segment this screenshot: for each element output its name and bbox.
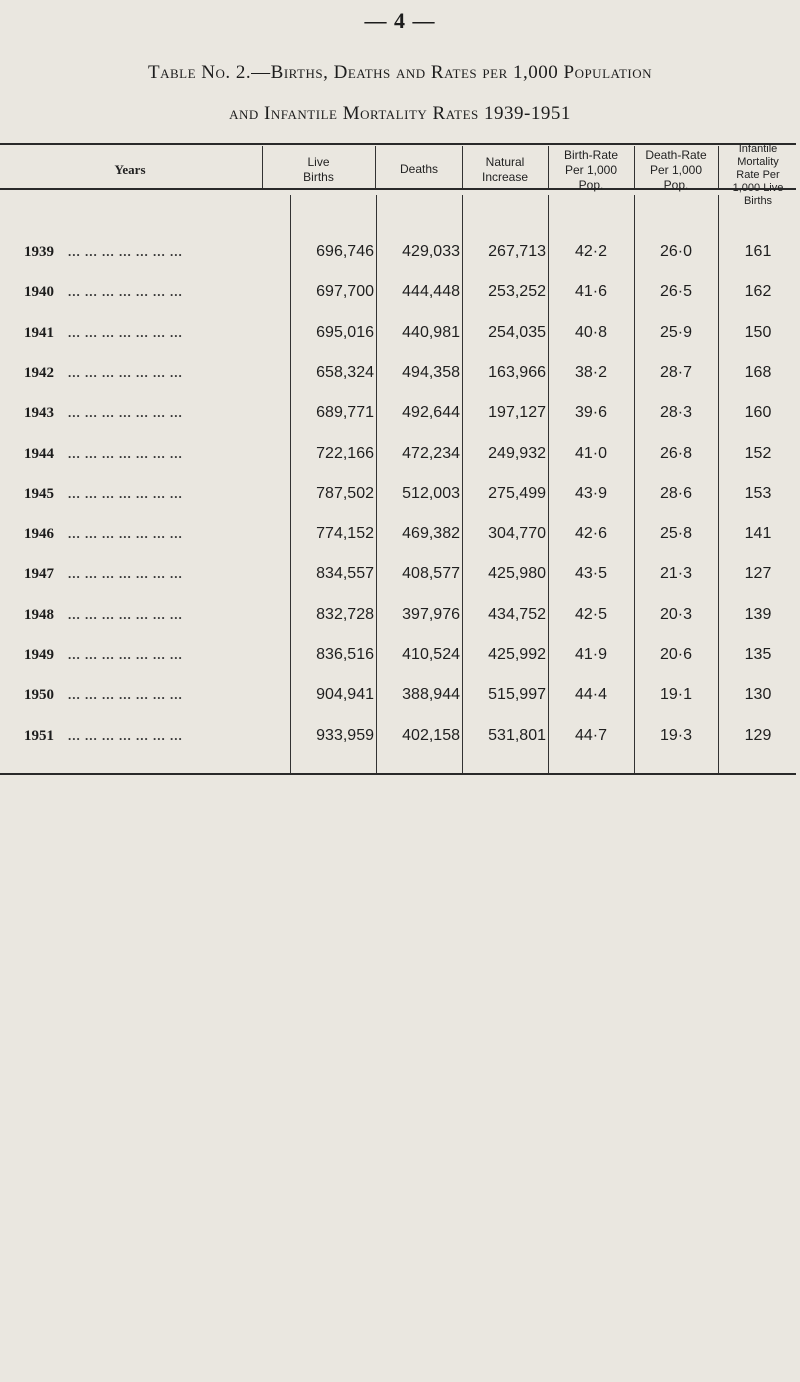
deaths-cell: 469,382 <box>402 525 460 542</box>
birth-rate-cell: 43·5 <box>574 565 608 582</box>
birth-rate-cell: 42·6 <box>574 525 608 542</box>
leader-dots: ... ... ... ... ... ... ... <box>68 687 183 702</box>
leader-dots: ... ... ... ... ... ... ... <box>68 607 183 622</box>
natural-increase-cell: 249,932 <box>488 445 546 462</box>
death-rate-cell: 19·1 <box>659 686 693 703</box>
birth-rate-cell: 42·5 <box>574 606 608 623</box>
natural-increase-cell: 304,770 <box>488 525 546 542</box>
leader-dots: ... ... ... ... ... ... ... <box>68 365 183 380</box>
death-rate-cell: 25·8 <box>659 525 693 542</box>
top-rule <box>0 143 796 145</box>
infantile-mortality-cell: 153 <box>744 485 772 502</box>
table-title-line-1: Table No. 2.—Births, Deaths and Rates per 1,000 Population <box>147 62 653 83</box>
death-rate-cell: 20·3 <box>659 606 693 623</box>
page-number: — 4 — <box>364 8 436 33</box>
leader-dots: ... ... ... ... ... ... ... <box>68 526 183 541</box>
leader-dots: ... ... ... ... ... ... ... <box>68 244 183 259</box>
header-live-births: Live Births <box>303 155 334 184</box>
bottom-rule <box>0 773 796 775</box>
year-cell: 1945 <box>24 486 54 502</box>
leader-dots: ... ... ... ... ... ... ... <box>68 647 183 662</box>
live-births-cell: 689,771 <box>316 404 374 421</box>
leader-dots: ... ... ... ... ... ... ... <box>68 405 183 420</box>
live-births-cell: 695,016 <box>316 324 374 341</box>
deaths-cell: 494,358 <box>402 364 460 381</box>
table-row <box>0 321 796 345</box>
natural-increase-cell: 425,980 <box>488 565 546 582</box>
infantile-mortality-cell: 160 <box>744 404 772 421</box>
table-row <box>0 643 796 667</box>
deaths-cell: 408,577 <box>402 565 460 582</box>
year-cell: 1944 <box>24 446 54 462</box>
deaths-cell: 512,003 <box>402 485 460 502</box>
table-title-line-2: and Infantile Mortality Rates 1939-1951 <box>229 103 571 124</box>
death-rate-cell: 25·9 <box>659 324 693 341</box>
live-births-cell: 834,557 <box>316 565 374 582</box>
birth-rate-cell: 41·6 <box>574 283 608 300</box>
leader-dots: ... ... ... ... ... ... ... <box>68 325 183 340</box>
birth-rate-cell: 44·4 <box>574 686 608 703</box>
table-row <box>0 724 796 748</box>
table-row <box>0 401 796 425</box>
natural-increase-cell: 163,966 <box>488 364 546 381</box>
year-cell: 1940 <box>24 284 54 300</box>
death-rate-cell: 26·0 <box>659 243 693 260</box>
infantile-mortality-cell: 150 <box>744 324 772 341</box>
table-row <box>0 603 796 627</box>
death-rate-cell: 26·5 <box>659 283 693 300</box>
live-births-cell: 836,516 <box>316 646 374 663</box>
infantile-mortality-cell: 161 <box>744 243 772 260</box>
death-rate-cell: 21·3 <box>659 565 693 582</box>
natural-increase-cell: 197,127 <box>488 404 546 421</box>
table-row <box>0 442 796 466</box>
deaths-cell: 472,234 <box>402 445 460 462</box>
year-cell: 1939 <box>24 244 54 260</box>
natural-increase-cell: 275,499 <box>488 485 546 502</box>
death-rate-cell: 26·8 <box>659 445 693 462</box>
deaths-cell: 397,976 <box>402 606 460 623</box>
deaths-cell: 492,644 <box>402 404 460 421</box>
table-row <box>0 562 796 586</box>
header-natural-increase: Natural Increase <box>481 155 529 184</box>
year-cell: 1946 <box>24 526 54 542</box>
year-cell: 1942 <box>24 365 54 381</box>
natural-increase-cell: 515,997 <box>488 686 546 703</box>
natural-increase-cell: 254,035 <box>488 324 546 341</box>
live-births-cell: 832,728 <box>316 606 374 623</box>
leader-dots: ... ... ... ... ... ... ... <box>68 284 183 299</box>
year-cell: 1941 <box>24 325 54 341</box>
table-row <box>0 522 796 546</box>
table-row <box>0 683 796 707</box>
birth-rate-cell: 43·9 <box>574 485 608 502</box>
leader-dots: ... ... ... ... ... ... ... <box>68 486 183 501</box>
natural-increase-cell: 253,252 <box>488 283 546 300</box>
death-rate-cell: 19·3 <box>659 727 693 744</box>
natural-increase-cell: 531,801 <box>488 727 546 744</box>
infantile-mortality-cell: 139 <box>744 606 772 623</box>
year-cell: 1948 <box>24 607 54 623</box>
infantile-mortality-cell: 162 <box>744 283 772 300</box>
year-cell: 1949 <box>24 647 54 663</box>
year-cell: 1943 <box>24 405 54 421</box>
birth-rate-cell: 41·9 <box>574 646 608 663</box>
table-row <box>0 361 796 385</box>
death-rate-cell: 28·7 <box>659 364 693 381</box>
natural-increase-cell: 267,713 <box>488 243 546 260</box>
death-rate-cell: 28·6 <box>659 485 693 502</box>
leader-dots: ... ... ... ... ... ... ... <box>68 728 183 743</box>
header-death-rate: Death-Rate Per 1,000 Pop. <box>645 148 707 192</box>
infantile-mortality-cell: 135 <box>744 646 772 663</box>
header-infantile-mortality: Infantile Mortality Rate Per 1,000 Live Births <box>732 143 784 207</box>
deaths-cell: 388,944 <box>402 686 460 703</box>
birth-rate-cell: 41·0 <box>574 445 608 462</box>
year-cell: 1947 <box>24 566 54 582</box>
infantile-mortality-cell: 168 <box>744 364 772 381</box>
birth-rate-cell: 42·2 <box>574 243 608 260</box>
year-cell: 1951 <box>24 728 54 744</box>
infantile-mortality-cell: 129 <box>744 727 772 744</box>
birth-rate-cell: 40·8 <box>574 324 608 341</box>
header-deaths: Deaths <box>399 162 439 176</box>
deaths-cell: 402,158 <box>402 727 460 744</box>
infantile-mortality-cell: 130 <box>744 686 772 703</box>
birth-rate-cell: 38·2 <box>574 364 608 381</box>
deaths-cell: 410,524 <box>402 646 460 663</box>
deaths-cell: 429,033 <box>402 243 460 260</box>
deaths-cell: 440,981 <box>402 324 460 341</box>
live-births-cell: 904,941 <box>316 686 374 703</box>
infantile-mortality-cell: 152 <box>744 445 772 462</box>
natural-increase-cell: 425,992 <box>488 646 546 663</box>
table-row <box>0 240 796 264</box>
live-births-cell: 722,166 <box>316 445 374 462</box>
natural-increase-cell: 434,752 <box>488 606 546 623</box>
birth-rate-cell: 39·6 <box>574 404 608 421</box>
leader-dots: ... ... ... ... ... ... ... <box>68 446 183 461</box>
live-births-cell: 658,324 <box>316 364 374 381</box>
birth-rate-cell: 44·7 <box>574 727 608 744</box>
live-births-cell: 933,959 <box>316 727 374 744</box>
year-cell: 1950 <box>24 687 54 703</box>
header-years: Years <box>114 162 146 177</box>
table-row <box>0 482 796 506</box>
infantile-mortality-cell: 141 <box>744 525 772 542</box>
live-births-cell: 774,152 <box>316 525 374 542</box>
table-row <box>0 280 796 304</box>
live-births-cell: 787,502 <box>316 485 374 502</box>
death-rate-cell: 28·3 <box>659 404 693 421</box>
death-rate-cell: 20·6 <box>659 646 693 663</box>
header-birth-rate: Birth-Rate Per 1,000 Pop. <box>563 148 619 192</box>
live-births-cell: 696,746 <box>316 243 374 260</box>
deaths-cell: 444,448 <box>402 283 460 300</box>
infantile-mortality-cell: 127 <box>744 565 772 582</box>
leader-dots: ... ... ... ... ... ... ... <box>68 566 183 581</box>
live-births-cell: 697,700 <box>316 283 374 300</box>
